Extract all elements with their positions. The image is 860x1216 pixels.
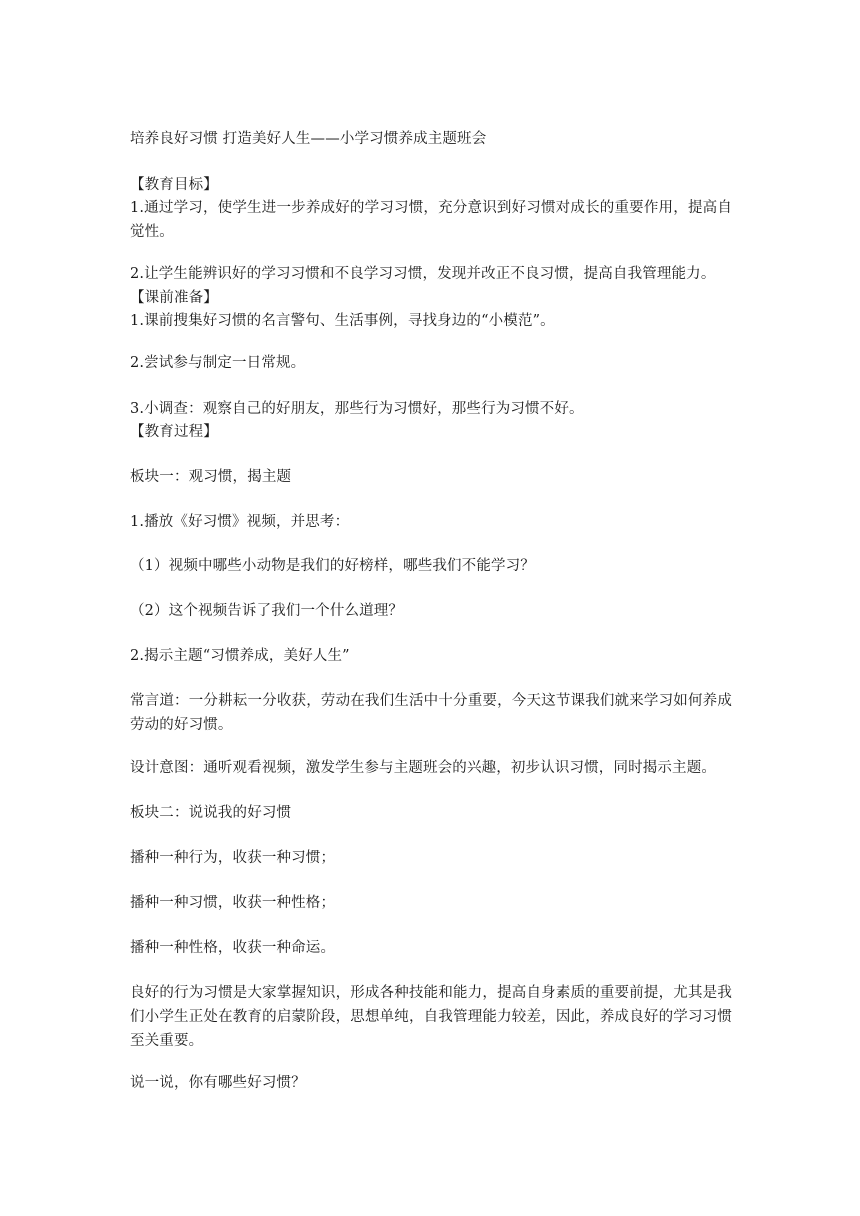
process-step-1: 1.播放《好习惯》视频，并思考：	[130, 514, 350, 530]
saying-paragraph: 常言道：一分耕耘一分收获，劳动在我们生活中十分重要，今天这节课我们就来学习如何养成劳动的好习惯。	[130, 693, 732, 733]
prep-heading: 【课前准备】	[130, 290, 218, 306]
quote-line-1: 播种一种行为，收获一种习惯；	[130, 850, 336, 866]
quote-line-2: 播种一种习惯，收获一种性格；	[130, 895, 336, 911]
question-1: （1）视频中哪些小动物是我们的好榜样，哪些我们不能学习？	[130, 558, 535, 574]
quote-line-3: 播种一种性格，收获一种命运。	[130, 940, 336, 956]
block-1-title: 板块一：观习惯，揭主题	[130, 469, 292, 485]
document-title: 培养良好习惯 打造美好人生——小学习惯养成主题班会	[130, 131, 487, 147]
prep-item-1: 1.课前搜集好习惯的名言警句、生活事例，寻找身边的“小模范”。	[130, 313, 555, 329]
discussion-prompt: 说一说，你有哪些好习惯？	[130, 1075, 306, 1091]
block-2-title: 板块二：说说我的好习惯	[130, 805, 292, 821]
goal-item-2: 2.让学生能辨识好的学习习惯和不良学习习惯，发现并改正不良习惯，提高自我管理能力。	[130, 266, 716, 282]
design-intent: 设计意图：通听观看视频，激发学生参与主题班会的兴趣，初步认识习惯，同时揭示主题。	[130, 760, 716, 776]
goal-item-1: 1.通过学习，使学生进一步养成好的学习习惯，充分意识到好习惯对成长的重要作用，提高自觉性。	[130, 200, 732, 240]
prep-item-2: 2.尝试参与制定一日常规。	[130, 355, 306, 371]
process-heading: 【教育过程】	[130, 424, 218, 440]
goals-heading: 【教育目标】	[130, 177, 218, 193]
question-2: （2）这个视频告诉了我们一个什么道理？	[130, 603, 404, 619]
document-page	[130, 0, 732, 1216]
process-step-2: 2.揭示主题“习惯养成，美好人生”	[130, 648, 350, 664]
habits-paragraph: 良好的行为习惯是大家掌握知识，形成各种技能和能力，提高自身素质的重要前提，尤其是我们小学生正处在教育的启蒙阶段，思想单纯，自我管理能力较差，因此，养成良好的学习习惯至关重要。	[130, 985, 732, 1049]
prep-item-3: 3.小调查：观察自己的好朋友，那些行为习惯好，那些行为习惯不好。	[130, 401, 584, 417]
